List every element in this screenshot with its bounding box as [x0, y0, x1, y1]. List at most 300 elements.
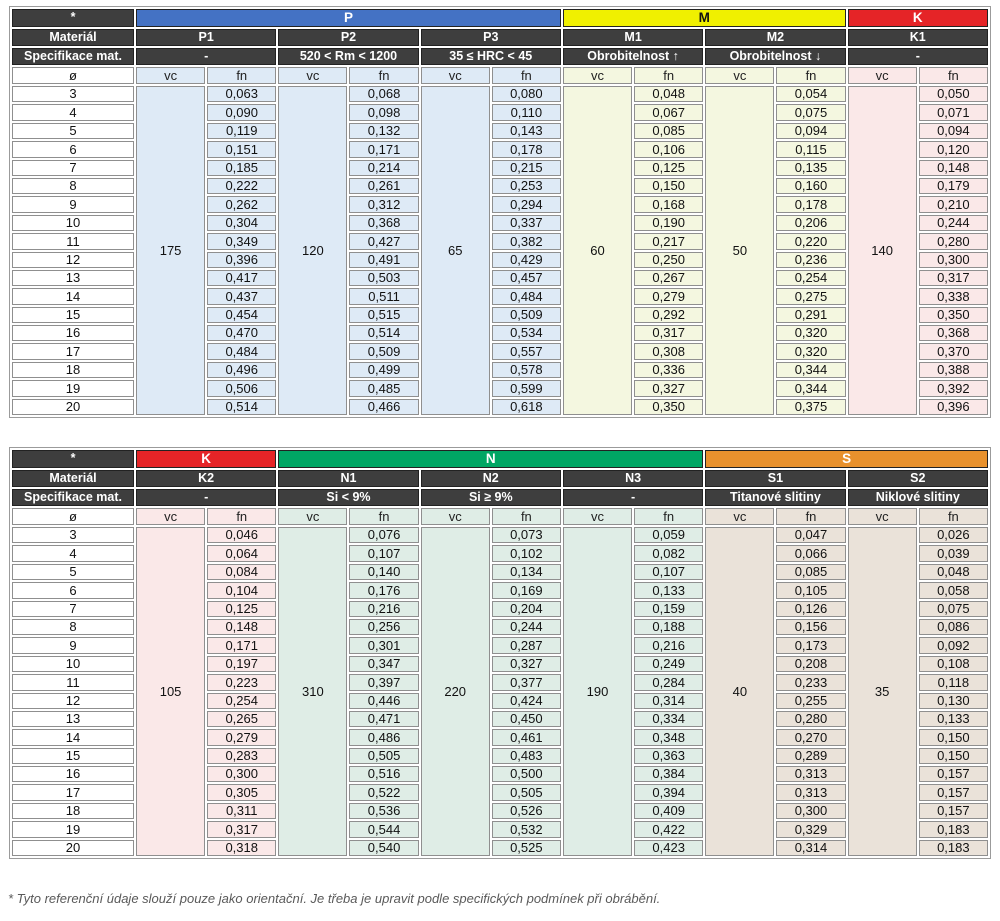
fn-value-cell: 0,215 — [492, 160, 561, 176]
fn-column-header-s1: fn — [776, 508, 845, 525]
fn-value-cell: 0,047 — [776, 527, 845, 543]
fn-value-cell: 0,304 — [207, 215, 276, 231]
fn-value-cell: 0,515 — [349, 307, 418, 323]
fn-value-cell: 0,150 — [919, 748, 988, 764]
fn-value-cell: 0,422 — [634, 821, 703, 837]
fn-value-cell: 0,289 — [776, 748, 845, 764]
fn-value-cell: 0,220 — [776, 233, 845, 249]
fn-value-cell: 0,132 — [349, 123, 418, 139]
vc-column-header-s2: vc — [848, 508, 917, 525]
vc-column-header-p1: vc — [136, 67, 205, 84]
fn-value-cell: 0,157 — [919, 766, 988, 782]
fn-value-cell: 0,058 — [919, 582, 988, 598]
diameter-cell: 20 — [12, 399, 134, 415]
cutting-data-table-2 — [10, 448, 990, 858]
fn-value-cell: 0,294 — [492, 196, 561, 212]
vc-column-header-m2: vc — [705, 67, 774, 84]
fn-value-cell: 0,223 — [207, 674, 276, 690]
diameter-cell: 6 — [12, 141, 134, 157]
fn-value-cell: 0,135 — [776, 160, 845, 176]
fn-value-cell: 0,318 — [207, 840, 276, 856]
diameter-cell: 8 — [12, 178, 134, 194]
spec-header-k1: - — [848, 48, 988, 65]
diameter-cell: 4 — [12, 545, 134, 561]
fn-value-cell: 0,080 — [492, 86, 561, 102]
fn-value-cell: 0,133 — [634, 582, 703, 598]
spec-header-n2: Si ≥ 9% — [421, 489, 561, 506]
material-header-p1: P1 — [136, 29, 276, 46]
vc-column-header-p2: vc — [278, 67, 347, 84]
fn-value-cell: 0,026 — [919, 527, 988, 543]
fn-value-cell: 0,461 — [492, 729, 561, 745]
fn-value-cell: 0,059 — [634, 527, 703, 543]
fn-value-cell: 0,118 — [919, 674, 988, 690]
cutting-data-table-1 — [10, 7, 990, 417]
fn-value-cell: 0,133 — [919, 711, 988, 727]
spec-header-p2: 520 < Rm < 1200 — [278, 48, 418, 65]
fn-value-cell: 0,150 — [634, 178, 703, 194]
fn-value-cell: 0,599 — [492, 380, 561, 396]
fn-value-cell: 0,094 — [919, 123, 988, 139]
diameter-cell: 17 — [12, 784, 134, 800]
fn-value-cell: 0,106 — [634, 141, 703, 157]
fn-value-cell: 0,076 — [349, 527, 418, 543]
fn-value-cell: 0,107 — [349, 545, 418, 561]
fn-value-cell: 0,327 — [492, 656, 561, 672]
fn-value-cell: 0,280 — [776, 711, 845, 727]
fn-value-cell: 0,075 — [776, 104, 845, 120]
vc-column-header-k2: vc — [136, 508, 205, 525]
vc-value-p3: 65 — [421, 86, 490, 415]
fn-value-cell: 0,484 — [492, 288, 561, 304]
fn-value-cell: 0,338 — [919, 288, 988, 304]
fn-value-cell: 0,110 — [492, 104, 561, 120]
fn-value-cell: 0,536 — [349, 803, 418, 819]
fn-column-header-m1: fn — [634, 67, 703, 84]
fn-value-cell: 0,516 — [349, 766, 418, 782]
diameter-cell: 20 — [12, 840, 134, 856]
spec-header-m1: Obrobitelnost ↑ — [563, 48, 703, 65]
fn-value-cell: 0,350 — [919, 307, 988, 323]
diameter-cell: 3 — [12, 527, 134, 543]
fn-value-cell: 0,486 — [349, 729, 418, 745]
fn-value-cell: 0,485 — [349, 380, 418, 396]
fn-value-cell: 0,394 — [634, 784, 703, 800]
fn-value-cell: 0,236 — [776, 252, 845, 268]
fn-value-cell: 0,382 — [492, 233, 561, 249]
fn-value-cell: 0,157 — [919, 803, 988, 819]
material-header-n2: N2 — [421, 470, 561, 487]
fn-value-cell: 0,214 — [349, 160, 418, 176]
fn-value-cell: 0,300 — [919, 252, 988, 268]
diameter-cell: 6 — [12, 582, 134, 598]
fn-value-cell: 0,417 — [207, 270, 276, 286]
fn-value-cell: 0,105 — [776, 582, 845, 598]
diameter-cell: 8 — [12, 619, 134, 635]
footnote: * Tyto referenční údaje slouží pouze jako orientační. Je třeba je upravit podle specifických podmínek při obrábění. — [8, 891, 661, 906]
fn-value-cell: 0,094 — [776, 123, 845, 139]
fn-value-cell: 0,350 — [634, 399, 703, 415]
fn-value-cell: 0,171 — [349, 141, 418, 157]
fn-value-cell: 0,347 — [349, 656, 418, 672]
vc-value-p2: 120 — [278, 86, 347, 415]
fn-value-cell: 0,098 — [349, 104, 418, 120]
fn-value-cell: 0,073 — [492, 527, 561, 543]
fn-value-cell: 0,314 — [776, 840, 845, 856]
fn-value-cell: 0,082 — [634, 545, 703, 561]
vc-column-header-n3: vc — [563, 508, 632, 525]
fn-value-cell: 0,514 — [349, 325, 418, 341]
fn-value-cell: 0,292 — [634, 307, 703, 323]
fn-value-cell: 0,312 — [349, 196, 418, 212]
spec-header-s1: Titanové slitiny — [705, 489, 845, 506]
iso-group-header-s: S — [705, 450, 988, 468]
fn-value-cell: 0,334 — [634, 711, 703, 727]
fn-value-cell: 0,173 — [776, 637, 845, 653]
fn-value-cell: 0,176 — [349, 582, 418, 598]
diameter-cell: 15 — [12, 307, 134, 323]
fn-value-cell: 0,471 — [349, 711, 418, 727]
fn-value-cell: 0,197 — [207, 656, 276, 672]
diameter-column-header: ø — [12, 67, 134, 84]
fn-value-cell: 0,557 — [492, 343, 561, 359]
spec-header-n1: Si < 9% — [278, 489, 418, 506]
fn-value-cell: 0,317 — [207, 821, 276, 837]
fn-value-cell: 0,503 — [349, 270, 418, 286]
fn-value-cell: 0,491 — [349, 252, 418, 268]
fn-value-cell: 0,050 — [919, 86, 988, 102]
fn-value-cell: 0,168 — [634, 196, 703, 212]
diameter-cell: 9 — [12, 637, 134, 653]
vc-column-header-m1: vc — [563, 67, 632, 84]
material-header-p3: P3 — [421, 29, 561, 46]
diameter-cell: 13 — [12, 711, 134, 727]
fn-value-cell: 0,262 — [207, 196, 276, 212]
diameter-cell: 5 — [12, 123, 134, 139]
iso-group-header-k: K — [848, 9, 988, 27]
fn-value-cell: 0,280 — [919, 233, 988, 249]
vc-value-n3: 190 — [563, 527, 632, 856]
fn-value-cell: 0,046 — [207, 527, 276, 543]
fn-value-cell: 0,540 — [349, 840, 418, 856]
fn-value-cell: 0,125 — [207, 601, 276, 617]
material-header-p2: P2 — [278, 29, 418, 46]
fn-value-cell: 0,107 — [634, 564, 703, 580]
fn-value-cell: 0,336 — [634, 362, 703, 378]
material-header-k2: K2 — [136, 470, 276, 487]
fn-value-cell: 0,375 — [776, 399, 845, 415]
diameter-cell: 17 — [12, 343, 134, 359]
fn-value-cell: 0,126 — [776, 601, 845, 617]
fn-value-cell: 0,509 — [492, 307, 561, 323]
material-row-label: Materiál — [12, 29, 134, 46]
fn-value-cell: 0,499 — [349, 362, 418, 378]
fn-value-cell: 0,075 — [919, 601, 988, 617]
fn-value-cell: 0,048 — [919, 564, 988, 580]
vc-value-p1: 175 — [136, 86, 205, 415]
fn-value-cell: 0,108 — [919, 656, 988, 672]
fn-value-cell: 0,169 — [492, 582, 561, 598]
fn-value-cell: 0,329 — [776, 821, 845, 837]
diameter-cell: 16 — [12, 325, 134, 341]
fn-value-cell: 0,311 — [207, 803, 276, 819]
fn-value-cell: 0,206 — [776, 215, 845, 231]
fn-value-cell: 0,313 — [776, 784, 845, 800]
fn-value-cell: 0,327 — [634, 380, 703, 396]
fn-value-cell: 0,300 — [207, 766, 276, 782]
diameter-cell: 19 — [12, 380, 134, 396]
fn-value-cell: 0,270 — [776, 729, 845, 745]
iso-group-header-p: P — [136, 9, 561, 27]
diameter-column-header: ø — [12, 508, 134, 525]
fn-value-cell: 0,104 — [207, 582, 276, 598]
fn-value-cell: 0,368 — [919, 325, 988, 341]
fn-value-cell: 0,279 — [634, 288, 703, 304]
fn-value-cell: 0,377 — [492, 674, 561, 690]
fn-value-cell: 0,183 — [919, 821, 988, 837]
fn-value-cell: 0,344 — [776, 380, 845, 396]
vc-value-m2: 50 — [705, 86, 774, 415]
fn-value-cell: 0,156 — [776, 619, 845, 635]
fn-value-cell: 0,120 — [919, 141, 988, 157]
fn-value-cell: 0,618 — [492, 399, 561, 415]
fn-value-cell: 0,048 — [634, 86, 703, 102]
fn-value-cell: 0,249 — [634, 656, 703, 672]
diameter-cell: 14 — [12, 729, 134, 745]
vc-column-header-k1: vc — [848, 67, 917, 84]
fn-value-cell: 0,363 — [634, 748, 703, 764]
fn-value-cell: 0,157 — [919, 784, 988, 800]
fn-value-cell: 0,261 — [349, 178, 418, 194]
fn-column-header-n1: fn — [349, 508, 418, 525]
fn-value-cell: 0,314 — [634, 693, 703, 709]
fn-value-cell: 0,370 — [919, 343, 988, 359]
diameter-cell: 12 — [12, 252, 134, 268]
fn-value-cell: 0,179 — [919, 178, 988, 194]
fn-value-cell: 0,392 — [919, 380, 988, 396]
vc-column-header-p3: vc — [421, 67, 490, 84]
fn-value-cell: 0,188 — [634, 619, 703, 635]
fn-value-cell: 0,090 — [207, 104, 276, 120]
fn-value-cell: 0,500 — [492, 766, 561, 782]
fn-value-cell: 0,208 — [776, 656, 845, 672]
diameter-cell: 12 — [12, 693, 134, 709]
diameter-cell: 9 — [12, 196, 134, 212]
fn-value-cell: 0,216 — [349, 601, 418, 617]
fn-value-cell: 0,344 — [776, 362, 845, 378]
fn-value-cell: 0,522 — [349, 784, 418, 800]
fn-value-cell: 0,256 — [349, 619, 418, 635]
diameter-cell: 18 — [12, 803, 134, 819]
vc-value-n1: 310 — [278, 527, 347, 856]
vc-value-k1: 140 — [848, 86, 917, 415]
fn-value-cell: 0,470 — [207, 325, 276, 341]
diameter-cell: 13 — [12, 270, 134, 286]
iso-group-header-k: K — [136, 450, 276, 468]
fn-value-cell: 0,244 — [492, 619, 561, 635]
fn-value-cell: 0,085 — [634, 123, 703, 139]
diameter-cell: 18 — [12, 362, 134, 378]
fn-value-cell: 0,466 — [349, 399, 418, 415]
material-header-s2: S2 — [848, 470, 988, 487]
fn-value-cell: 0,396 — [919, 399, 988, 415]
material-header-s1: S1 — [705, 470, 845, 487]
fn-value-cell: 0,514 — [207, 399, 276, 415]
corner-star-header: * — [12, 450, 134, 468]
fn-value-cell: 0,204 — [492, 601, 561, 617]
fn-value-cell: 0,506 — [207, 380, 276, 396]
diameter-cell: 14 — [12, 288, 134, 304]
fn-value-cell: 0,424 — [492, 693, 561, 709]
fn-value-cell: 0,509 — [349, 343, 418, 359]
fn-value-cell: 0,148 — [207, 619, 276, 635]
fn-value-cell: 0,423 — [634, 840, 703, 856]
fn-column-header-k1: fn — [919, 67, 988, 84]
fn-value-cell: 0,454 — [207, 307, 276, 323]
fn-value-cell: 0,348 — [634, 729, 703, 745]
fn-value-cell: 0,483 — [492, 748, 561, 764]
fn-value-cell: 0,085 — [776, 564, 845, 580]
fn-column-header-n3: fn — [634, 508, 703, 525]
fn-value-cell: 0,068 — [349, 86, 418, 102]
fn-value-cell: 0,143 — [492, 123, 561, 139]
fn-value-cell: 0,349 — [207, 233, 276, 249]
fn-value-cell: 0,222 — [207, 178, 276, 194]
fn-value-cell: 0,320 — [776, 325, 845, 341]
iso-group-header-n: N — [278, 450, 703, 468]
spec-header-p1: - — [136, 48, 276, 65]
vc-column-header-n2: vc — [421, 508, 490, 525]
fn-value-cell: 0,409 — [634, 803, 703, 819]
fn-value-cell: 0,134 — [492, 564, 561, 580]
fn-column-header-m2: fn — [776, 67, 845, 84]
fn-value-cell: 0,317 — [634, 325, 703, 341]
fn-column-header-k2: fn — [207, 508, 276, 525]
fn-value-cell: 0,244 — [919, 215, 988, 231]
fn-value-cell: 0,185 — [207, 160, 276, 176]
diameter-cell: 10 — [12, 215, 134, 231]
fn-value-cell: 0,446 — [349, 693, 418, 709]
fn-column-header-s2: fn — [919, 508, 988, 525]
fn-value-cell: 0,119 — [207, 123, 276, 139]
material-header-m2: M2 — [705, 29, 845, 46]
diameter-cell: 11 — [12, 674, 134, 690]
fn-value-cell: 0,384 — [634, 766, 703, 782]
material-header-n3: N3 — [563, 470, 703, 487]
cutting-table-k-n-s — [9, 447, 991, 859]
material-row-label: Materiál — [12, 470, 134, 487]
fn-value-cell: 0,300 — [776, 803, 845, 819]
diameter-cell: 16 — [12, 766, 134, 782]
diameter-cell: 5 — [12, 564, 134, 580]
fn-value-cell: 0,317 — [919, 270, 988, 286]
fn-value-cell: 0,254 — [776, 270, 845, 286]
fn-value-cell: 0,039 — [919, 545, 988, 561]
fn-value-cell: 0,092 — [919, 637, 988, 653]
fn-value-cell: 0,320 — [776, 343, 845, 359]
fn-value-cell: 0,305 — [207, 784, 276, 800]
fn-value-cell: 0,275 — [776, 288, 845, 304]
material-header-k1: K1 — [848, 29, 988, 46]
fn-value-cell: 0,178 — [776, 196, 845, 212]
fn-value-cell: 0,544 — [349, 821, 418, 837]
fn-value-cell: 0,308 — [634, 343, 703, 359]
fn-value-cell: 0,063 — [207, 86, 276, 102]
diameter-cell: 11 — [12, 233, 134, 249]
corner-star-header: * — [12, 9, 134, 27]
fn-column-header-p1: fn — [207, 67, 276, 84]
fn-value-cell: 0,525 — [492, 840, 561, 856]
fn-value-cell: 0,130 — [919, 693, 988, 709]
spec-header-p3: 35 ≤ HRC < 45 — [421, 48, 561, 65]
fn-value-cell: 0,368 — [349, 215, 418, 231]
fn-value-cell: 0,217 — [634, 233, 703, 249]
fn-value-cell: 0,159 — [634, 601, 703, 617]
fn-value-cell: 0,125 — [634, 160, 703, 176]
fn-value-cell: 0,283 — [207, 748, 276, 764]
fn-value-cell: 0,190 — [634, 215, 703, 231]
diameter-cell: 7 — [12, 601, 134, 617]
fn-value-cell: 0,301 — [349, 637, 418, 653]
fn-value-cell: 0,457 — [492, 270, 561, 286]
fn-value-cell: 0,450 — [492, 711, 561, 727]
fn-value-cell: 0,437 — [207, 288, 276, 304]
diameter-cell: 7 — [12, 160, 134, 176]
fn-value-cell: 0,265 — [207, 711, 276, 727]
fn-value-cell: 0,216 — [634, 637, 703, 653]
fn-value-cell: 0,071 — [919, 104, 988, 120]
fn-value-cell: 0,255 — [776, 693, 845, 709]
spec-row-label: Specifikace mat. — [12, 489, 134, 506]
fn-value-cell: 0,284 — [634, 674, 703, 690]
fn-value-cell: 0,526 — [492, 803, 561, 819]
fn-value-cell: 0,086 — [919, 619, 988, 635]
fn-value-cell: 0,397 — [349, 674, 418, 690]
fn-value-cell: 0,511 — [349, 288, 418, 304]
fn-column-header-p3: fn — [492, 67, 561, 84]
spec-header-k2: - — [136, 489, 276, 506]
fn-value-cell: 0,279 — [207, 729, 276, 745]
fn-value-cell: 0,250 — [634, 252, 703, 268]
spec-row-label: Specifikace mat. — [12, 48, 134, 65]
fn-value-cell: 0,148 — [919, 160, 988, 176]
fn-value-cell: 0,160 — [776, 178, 845, 194]
material-header-m1: M1 — [563, 29, 703, 46]
fn-value-cell: 0,054 — [776, 86, 845, 102]
vc-value-k2: 105 — [136, 527, 205, 856]
fn-value-cell: 0,578 — [492, 362, 561, 378]
fn-value-cell: 0,388 — [919, 362, 988, 378]
spec-header-m2: Obrobitelnost ↓ — [705, 48, 845, 65]
vc-column-header-s1: vc — [705, 508, 774, 525]
fn-value-cell: 0,150 — [919, 729, 988, 745]
fn-value-cell: 0,484 — [207, 343, 276, 359]
diameter-cell: 4 — [12, 104, 134, 120]
diameter-cell: 19 — [12, 821, 134, 837]
fn-value-cell: 0,066 — [776, 545, 845, 561]
fn-value-cell: 0,429 — [492, 252, 561, 268]
fn-column-header-p2: fn — [349, 67, 418, 84]
iso-group-header-m: M — [563, 9, 846, 27]
fn-value-cell: 0,115 — [776, 141, 845, 157]
fn-column-header-n2: fn — [492, 508, 561, 525]
fn-value-cell: 0,287 — [492, 637, 561, 653]
cutting-table-p-m-k — [9, 6, 991, 418]
fn-value-cell: 0,532 — [492, 821, 561, 837]
fn-value-cell: 0,427 — [349, 233, 418, 249]
vc-value-n2: 220 — [421, 527, 490, 856]
fn-value-cell: 0,084 — [207, 564, 276, 580]
